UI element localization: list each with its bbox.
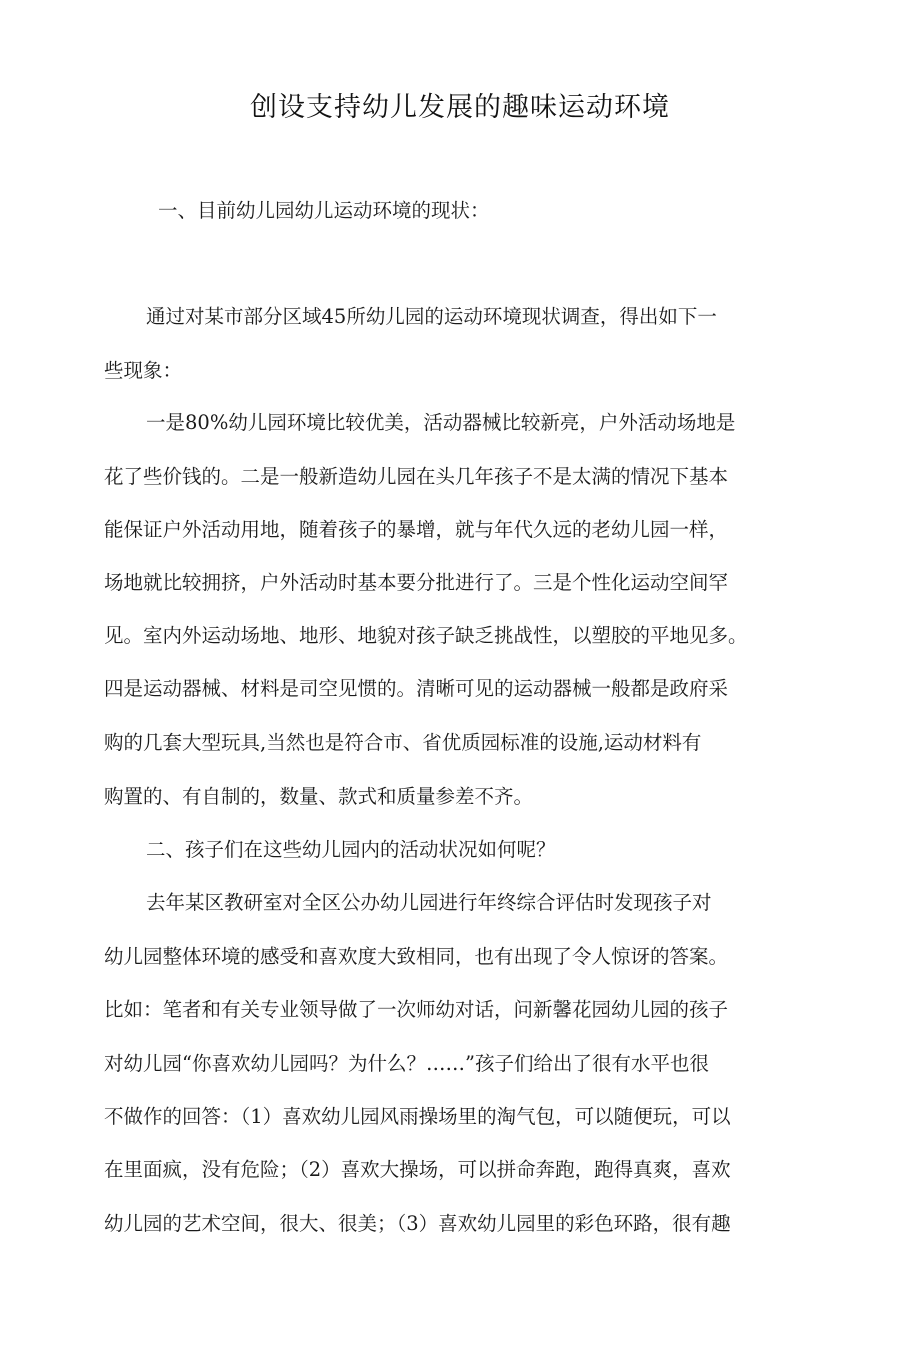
paragraph-line: 购的几套大型玩具,当然也是符合市、省优质园标准的设施,运动材料有 — [104, 731, 702, 754]
paragraph-line: 去年某区教研室对全区公办幼儿园进行年终综合评估时发现孩子对 — [146, 891, 712, 914]
paragraph-line: 能保证户外活动用地，随着孩子的暴增，就与年代久远的老幼儿园一样， — [104, 518, 729, 541]
document-title: 创设支持幼儿发展的趣味运动环境 — [250, 92, 670, 123]
section-heading-2: 二、孩子们在这些幼儿园内的活动状况如何呢？ — [146, 838, 556, 861]
paragraph-line: 在里面疯，没有危险；（2）喜欢大操场，可以拼命奔跑，跑得真爽，喜欢 — [104, 1158, 731, 1181]
paragraph-line: 对幼儿园“你喜欢幼儿园吗？为什么？……”孩子们给出了很有水平也很 — [104, 1052, 709, 1075]
paragraph-line: 幼儿园整体环境的感受和喜欢度大致相同，也有出现了令人惊讶的答案。 — [104, 945, 729, 968]
paragraph-line: 购置的、有自制的，数量、款式和质量参差不齐。 — [104, 785, 534, 808]
paragraph-line: 花了些价钱的。二是一般新造幼儿园在头几年孩子不是太满的情况下基本 — [104, 465, 729, 488]
paragraph-line: 见。室内外运动场地、地形、地貌对孩子缺乏挑战性，以塑胶的平地见多。 — [104, 624, 748, 647]
paragraph-line: 一是80%幼儿园环境比较优美，活动器械比较新亮，户外活动场地是 — [146, 411, 736, 434]
paragraph-line: 不做作的回答：（1）喜欢幼儿园风雨操场里的淘气包，可以随便玩，可以 — [104, 1105, 731, 1128]
paragraph-line: 比如：笔者和有关专业领导做了一次师幼对话，问新馨花园幼儿园的孩子 — [104, 998, 729, 1021]
paragraph-line: 些现象： — [104, 359, 183, 382]
paragraph-line: 通过对某市部分区域45所幼儿园的运动环境现状调查，得出如下一 — [146, 305, 717, 328]
paragraph-line: 四是运动器械、材料是司空见惯的。清晰可见的运动器械一般都是政府采 — [104, 677, 729, 700]
section-heading-1: 一、目前幼儿园幼儿运动环境的现状： — [158, 199, 490, 222]
paragraph-line: 幼儿园的艺术空间，很大、很美；（3）喜欢幼儿园里的彩色环路，很有趣 — [104, 1212, 731, 1235]
paragraph-line: 场地就比较拥挤，户外活动时基本要分批进行了。三是个性化运动空间罕 — [104, 571, 729, 594]
